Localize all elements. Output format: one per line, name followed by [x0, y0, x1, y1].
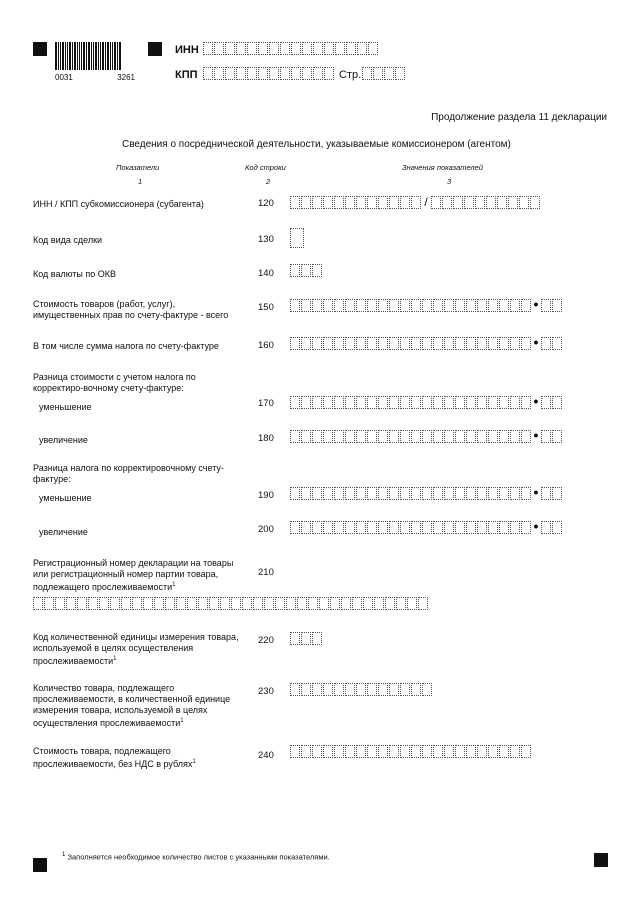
- row-190-field[interactable]: [290, 484, 563, 502]
- corner-marker-top-left: [33, 42, 47, 56]
- barcode: [55, 42, 135, 72]
- decimal-dot: •: [533, 518, 539, 534]
- row-230-label: [33, 683, 243, 729]
- row-130-field[interactable]: [290, 228, 305, 250]
- row-130-label: Код вида сделки: [33, 235, 103, 245]
- row-160-code: 160: [258, 340, 274, 351]
- row-210-label: [33, 558, 248, 593]
- group-2-label: Разница налога по корректировочному счету-фактуре:: [33, 463, 224, 484]
- row-240-code: 240: [258, 750, 274, 761]
- barcode-digits: [55, 73, 135, 82]
- row-150-label: Стоимость товаров (работ, услуг), имущественных прав по счету-фактуре - всего: [33, 299, 229, 320]
- col-header-values: Значения показателей: [402, 163, 484, 172]
- row-130-code: 130: [258, 234, 274, 245]
- row-210-field[interactable]: [33, 597, 429, 612]
- decimal-dot: •: [533, 296, 539, 312]
- continuation-label: Продолжение раздела 11 декларации: [431, 112, 607, 123]
- row-150-field[interactable]: [290, 296, 563, 314]
- row-240-label-text: Стоимость товара, подлежащего прослеживаемости, без НДС в рублях: [33, 746, 193, 769]
- row-140-label: Код валюты по ОКВ: [33, 269, 117, 279]
- row-180-label: увеличение: [39, 435, 88, 445]
- row-160-field[interactable]: [290, 334, 563, 352]
- col-number-3: 3: [447, 177, 452, 186]
- col-number-2: 2: [266, 177, 271, 186]
- footnote-ref: 1: [113, 656, 117, 662]
- col-number-1: 1: [138, 177, 143, 186]
- inn-label: ИНН: [175, 44, 199, 56]
- footnote-ref: 1: [172, 582, 176, 588]
- row-200-label: увеличение: [39, 527, 88, 537]
- page-number-field[interactable]: [362, 67, 406, 82]
- row-210-code: 210: [258, 567, 274, 578]
- row-120-code: 120: [258, 198, 274, 209]
- row-180-field[interactable]: [290, 427, 563, 445]
- col-header-code: Код строки: [245, 163, 286, 172]
- footnote-ref: 1: [192, 759, 196, 765]
- row-170-field[interactable]: [290, 393, 563, 411]
- row-140-code: 140: [258, 268, 274, 279]
- corner-marker-bottom-right: [594, 853, 608, 867]
- footnote-text: Заполняется необходимое количество листов с указанными показателями.: [67, 852, 330, 862]
- inn-field[interactable]: [203, 42, 379, 57]
- row-140-field[interactable]: [290, 264, 323, 279]
- footnote-mark: 1: [62, 852, 66, 858]
- decimal-dot: •: [533, 393, 539, 409]
- row-230-code: 230: [258, 686, 274, 697]
- decimal-dot: •: [533, 334, 539, 350]
- kpp-label: КПП: [175, 69, 198, 81]
- barcode-digits-right: 3261: [117, 73, 135, 82]
- kpp-field[interactable]: [203, 67, 335, 82]
- row-230-field[interactable]: [290, 683, 433, 698]
- row-220-code: 220: [258, 635, 274, 646]
- row-190-code: 190: [258, 490, 274, 501]
- row-200-field[interactable]: [290, 518, 563, 536]
- barcode-digits-left: 0031: [55, 73, 73, 82]
- decimal-dot: •: [533, 484, 539, 500]
- section-title: Сведения о посреднической деятельности, указываемые комиссионером (агентом): [122, 139, 511, 150]
- row-230-label-text: Количество товара, подлежащего прослеживаемости, в количественной единице измерения товара, используемой в целях осуществления прослеживаемости: [33, 683, 231, 728]
- row-220-label-text: Код количественной единицы измерения товара, используемой в целях осуществления прослеживаемости: [33, 632, 239, 666]
- row-180-code: 180: [258, 433, 274, 444]
- row-120-label: ИНН / КПП субкомиссионера (субагента): [33, 199, 204, 209]
- row-240-field[interactable]: [290, 745, 532, 760]
- col-header-indicators: Показатели: [116, 163, 160, 172]
- corner-marker-top-right: [148, 42, 162, 56]
- row-170-label: уменьшение: [39, 402, 92, 412]
- row-220-label: [33, 632, 248, 667]
- corner-marker-bottom-left: [33, 858, 47, 872]
- decimal-dot: •: [533, 427, 539, 443]
- row-170-code: 170: [258, 398, 274, 409]
- page-label: Стр.: [339, 69, 362, 81]
- footnote-ref: 1: [180, 718, 184, 724]
- row-240-label: [33, 746, 233, 770]
- inn-kpp-slash: /: [424, 195, 428, 209]
- row-200-code: 200: [258, 524, 274, 535]
- row-160-label: В том числе сумма налога по счету-фактуре: [33, 341, 219, 351]
- row-220-field[interactable]: [290, 632, 323, 647]
- group-1-label: Разница стоимости с учетом налога по корректиро-вочному счету-фактуре:: [33, 372, 196, 393]
- row-210-label-text: Регистрационный номер декларации на товары или регистрационный номер партии товара, подлежащего прослеживаемости: [33, 558, 234, 592]
- row-190-label: уменьшение: [39, 493, 92, 503]
- row-120-inn-kpp-field[interactable]: [290, 196, 541, 211]
- footnote: [62, 852, 330, 862]
- row-150-code: 150: [258, 302, 274, 313]
